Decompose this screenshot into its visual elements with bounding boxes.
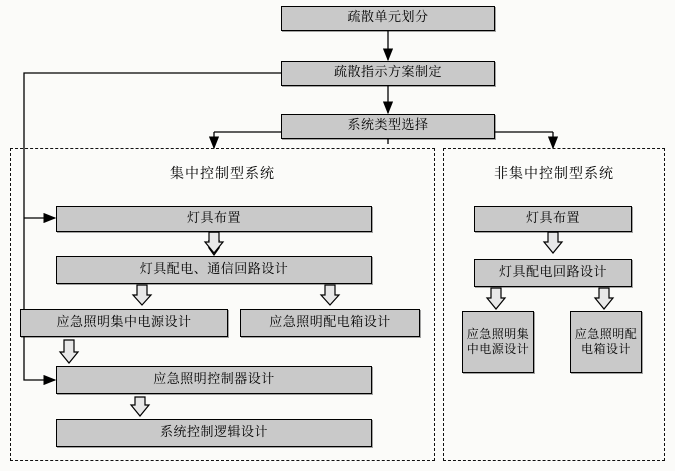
node-label: 灯具布置 — [186, 210, 241, 226]
node-lamp-layout-decentralized[interactable] — [474, 206, 632, 232]
group-box-decentralized — [443, 148, 665, 461]
node-label: 应急照明配电箱设计 — [574, 327, 638, 356]
node-label: 应急照明集中电源设计 — [466, 327, 530, 356]
node-emergency-central-power-design-2[interactable] — [462, 311, 534, 373]
node-emergency-controller-design[interactable] — [56, 366, 372, 394]
node-system-type-selection[interactable] — [281, 114, 495, 139]
node-label: 疏散指示方案制定 — [333, 65, 442, 81]
node-label: 系统控制逻辑设计 — [159, 424, 268, 440]
group-box-centralized — [10, 148, 435, 461]
node-emergency-central-power-design[interactable] — [20, 309, 228, 337]
node-system-control-logic-design[interactable] — [56, 419, 372, 447]
node-emergency-distribution-box-design-2[interactable] — [570, 311, 642, 373]
node-label: 应急照明配电箱设计 — [269, 314, 391, 330]
node-label: 灯具配电回路设计 — [498, 264, 607, 280]
node-label: 灯具配电、通信回路设计 — [139, 261, 289, 277]
node-emergency-distribution-box-design[interactable] — [240, 309, 420, 337]
group-title-centralized: 集中控制型系统 — [170, 166, 275, 182]
node-label: 疏散单元划分 — [347, 10, 429, 26]
node-lamp-power-comm-loop-design[interactable] — [56, 256, 372, 284]
node-lamp-power-loop-design[interactable] — [474, 259, 632, 287]
node-label: 灯具布置 — [525, 210, 580, 226]
node-label: 系统类型选择 — [347, 118, 429, 134]
group-title-decentralized: 非集中控制型系统 — [494, 166, 614, 182]
node-lamp-layout-centralized[interactable] — [56, 206, 372, 232]
node-label: 应急照明控制器设计 — [153, 371, 275, 387]
node-label: 应急照明集中电源设计 — [56, 314, 192, 330]
node-evacuation-unit-division[interactable] — [281, 6, 495, 31]
node-evacuation-guidance-plan[interactable] — [281, 61, 495, 86]
